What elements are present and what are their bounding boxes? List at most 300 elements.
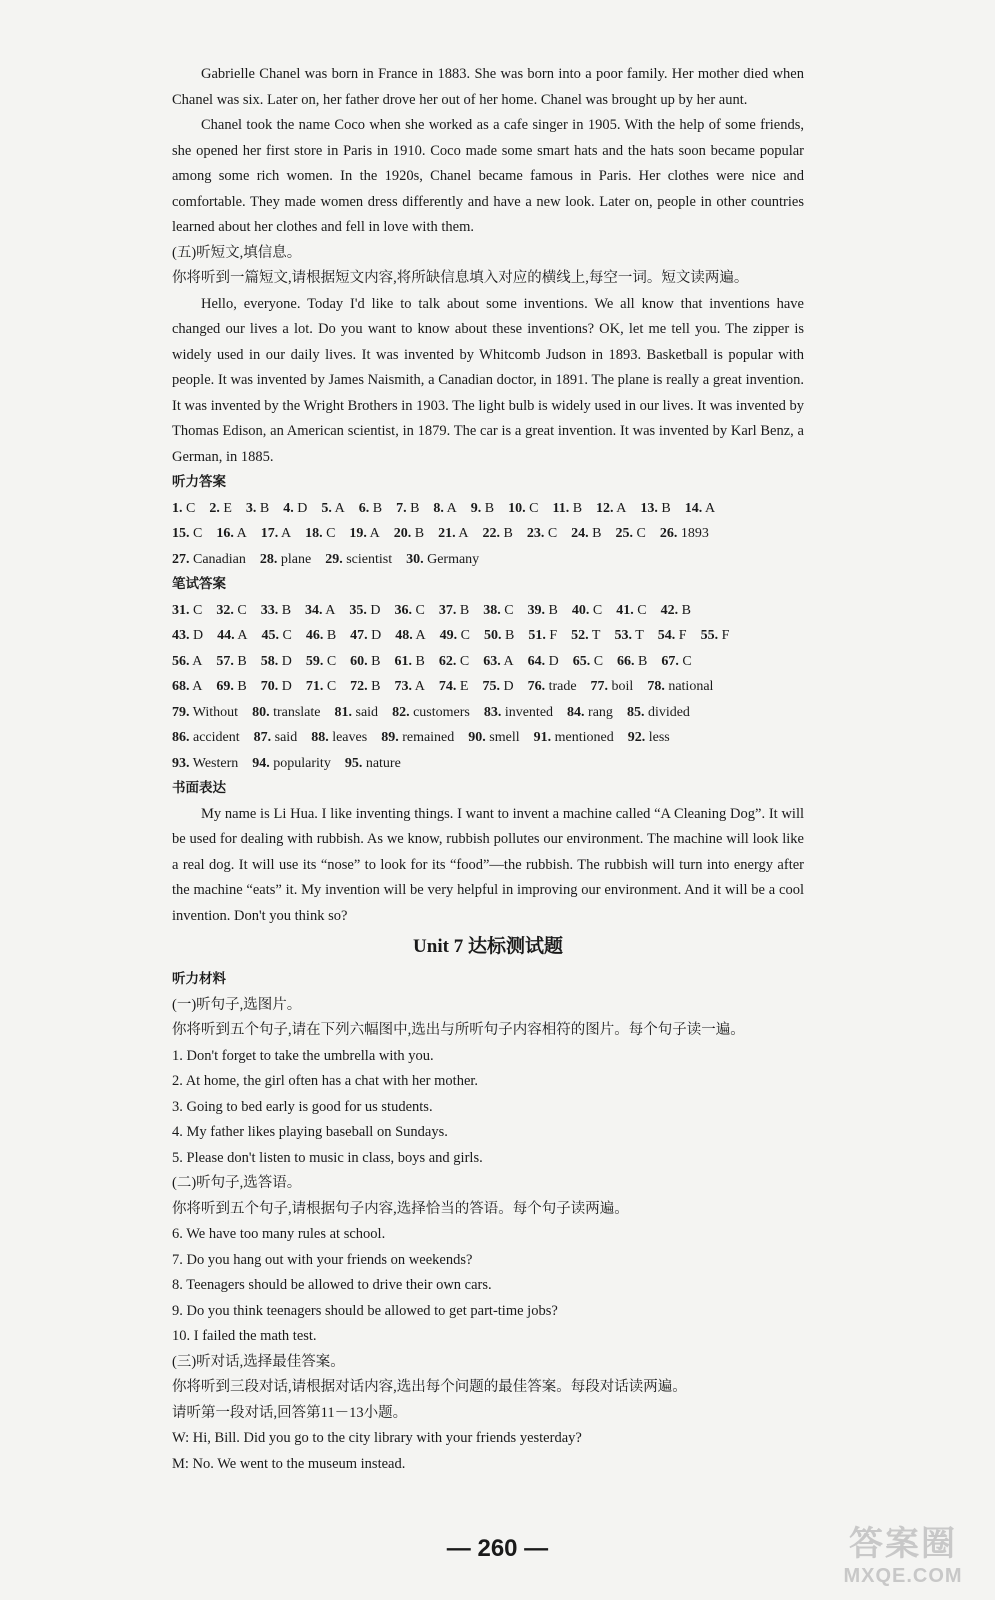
answer-number: 77. bbox=[590, 679, 609, 694]
answer-item bbox=[660, 526, 709, 541]
answer-value: A bbox=[334, 500, 345, 516]
answer-number: 45. bbox=[261, 628, 279, 643]
answer-item bbox=[254, 730, 298, 745]
answer-item bbox=[325, 552, 392, 567]
answer-value: rang bbox=[588, 704, 613, 720]
answer-item bbox=[216, 603, 246, 618]
answer-value: C bbox=[193, 602, 203, 618]
answer-value: C bbox=[237, 602, 247, 618]
answer-value: D bbox=[548, 653, 559, 669]
answer-item bbox=[528, 603, 558, 618]
answer-value: leaves bbox=[332, 730, 368, 745]
answer-value: C bbox=[637, 602, 647, 618]
answer-item bbox=[321, 501, 344, 516]
answer-number: 20. bbox=[393, 526, 412, 541]
answer-value: B bbox=[484, 500, 495, 516]
answer-item bbox=[433, 501, 456, 516]
answer-item bbox=[172, 603, 202, 618]
answer-item bbox=[439, 603, 469, 618]
answer-value: B bbox=[281, 602, 292, 618]
answer-item bbox=[349, 603, 380, 618]
answer-number: 34. bbox=[305, 602, 323, 618]
answer-item bbox=[616, 603, 646, 618]
answer-value: B bbox=[505, 628, 515, 643]
answer-item bbox=[311, 730, 367, 745]
answer-number: 30. bbox=[406, 551, 424, 567]
answer-item bbox=[596, 501, 626, 516]
answer-number: 80. bbox=[252, 704, 270, 720]
answer-row bbox=[172, 751, 804, 777]
answer-value: C bbox=[460, 628, 470, 643]
answer-value: Germany bbox=[427, 551, 480, 567]
answer-value: C bbox=[415, 602, 425, 618]
answer-row bbox=[172, 598, 804, 624]
answer-number: 73. bbox=[394, 679, 413, 694]
section-1-instruction: 你将听到五个句子,请在下列六幅图中,选出与所听句子内容相符的图片。每个句子读一遍。 bbox=[172, 1022, 745, 1038]
section-2-instruction: 你将听到五个句子,请根据句子内容,选择恰当的答语。每个句子读两遍。 bbox=[172, 1200, 629, 1217]
answer-value: A bbox=[458, 526, 469, 541]
answer-item bbox=[701, 628, 730, 643]
answer-row bbox=[172, 496, 804, 522]
answer-value: D bbox=[193, 628, 204, 643]
answer-number: 27. bbox=[172, 551, 190, 567]
answer-value: A bbox=[325, 602, 336, 618]
answer-number: 28. bbox=[259, 551, 278, 567]
answer-number: 84. bbox=[567, 704, 585, 720]
answer-number: 41. bbox=[616, 602, 634, 618]
sentence-item: 5. Please don't listen to music in class, boys and girls. bbox=[172, 1149, 483, 1166]
written-answers-heading: 笔试答案 bbox=[172, 576, 226, 592]
answer-item bbox=[350, 628, 381, 643]
answer-value: Western bbox=[192, 755, 239, 771]
answer-number: 16. bbox=[216, 526, 234, 541]
answer-value: C bbox=[326, 679, 337, 694]
answer-value: F bbox=[678, 628, 687, 643]
answer-number: 21. bbox=[438, 526, 456, 541]
answer-number: 85. bbox=[626, 704, 645, 720]
answer-row bbox=[172, 725, 804, 751]
answer-number: 94. bbox=[252, 755, 270, 771]
answer-item bbox=[395, 603, 425, 618]
answer-item bbox=[482, 679, 513, 694]
answer-item bbox=[283, 501, 307, 516]
answer-number: 92. bbox=[627, 730, 646, 745]
answer-item bbox=[528, 628, 557, 643]
answer-item bbox=[359, 501, 382, 516]
answer-value: A bbox=[192, 653, 203, 669]
answer-item bbox=[528, 654, 559, 669]
answer-item bbox=[572, 603, 602, 618]
section-1-title: (一)听句子,选图片。 bbox=[172, 996, 302, 1013]
sentence-item: 8. Teenagers should be allowed to drive their own cars. bbox=[172, 1277, 492, 1293]
answer-value: customers bbox=[413, 704, 470, 720]
answer-number: 47. bbox=[350, 628, 368, 643]
listening-answers bbox=[172, 496, 804, 573]
answer-item bbox=[260, 552, 311, 567]
answer-item bbox=[685, 501, 715, 516]
answer-number: 63. bbox=[483, 653, 501, 669]
answer-value: A bbox=[415, 628, 426, 643]
answer-item bbox=[528, 679, 577, 694]
answer-value: F bbox=[721, 628, 730, 643]
answer-item bbox=[345, 756, 401, 771]
answer-item bbox=[640, 501, 670, 516]
answer-number: 76. bbox=[527, 679, 546, 694]
answer-item bbox=[552, 501, 582, 516]
answer-value: D bbox=[503, 679, 514, 694]
answer-number: 7. bbox=[396, 500, 407, 516]
section-3-subinstruction: 请听第一段对话,回答第11－13小题。 bbox=[172, 1404, 408, 1421]
answer-item bbox=[172, 628, 203, 643]
answer-number: 29. bbox=[325, 551, 343, 567]
answer-value: A bbox=[503, 653, 514, 669]
answer-number: 23. bbox=[526, 526, 545, 541]
answer-item bbox=[394, 526, 424, 541]
answer-value: B bbox=[572, 500, 583, 516]
answer-number: 6. bbox=[358, 500, 370, 516]
page-number: — 260 — bbox=[446, 1535, 549, 1562]
answer-item bbox=[252, 756, 331, 771]
answer-number: 79. bbox=[172, 704, 190, 720]
answer-item bbox=[567, 705, 613, 720]
answer-item bbox=[349, 526, 379, 541]
answer-item bbox=[172, 705, 238, 720]
answer-value: Without bbox=[192, 704, 239, 720]
answer-number: 66. bbox=[617, 653, 635, 669]
answer-number: 18. bbox=[305, 526, 323, 541]
answer-value: C bbox=[529, 500, 539, 516]
answer-value: boil bbox=[611, 679, 634, 694]
answer-value: C bbox=[282, 628, 292, 643]
listening-material-heading: 听力材料 bbox=[172, 971, 226, 987]
answer-number: 19. bbox=[349, 526, 367, 541]
answer-number: 31. bbox=[172, 602, 190, 618]
answer-number: 13. bbox=[640, 500, 658, 516]
answer-number: 53. bbox=[614, 628, 632, 643]
answer-item bbox=[468, 730, 519, 745]
answer-number: 57. bbox=[216, 653, 234, 669]
answer-item bbox=[350, 654, 380, 669]
answer-item bbox=[216, 679, 246, 694]
section-2-title: (二)听句子,选答语。 bbox=[172, 1175, 302, 1191]
answer-value: national bbox=[668, 679, 714, 694]
answer-item bbox=[305, 526, 335, 541]
answer-number: 90. bbox=[468, 730, 486, 745]
answer-value: B bbox=[638, 653, 648, 669]
answer-value: B bbox=[326, 628, 337, 643]
sentence-item: 6. We have too many rules at school. bbox=[172, 1226, 386, 1242]
answer-value: E bbox=[459, 679, 469, 694]
answer-item bbox=[627, 705, 690, 720]
answer-number: 15. bbox=[172, 526, 190, 541]
answer-number: 26. bbox=[659, 526, 678, 541]
answer-number: 32. bbox=[216, 602, 234, 618]
answer-number: 83. bbox=[483, 704, 502, 720]
answer-item bbox=[484, 628, 514, 643]
answer-row bbox=[172, 623, 804, 649]
listening-answers-heading: 听力答案 bbox=[172, 474, 226, 490]
answer-item bbox=[617, 654, 647, 669]
answer-value: D bbox=[297, 500, 308, 516]
answer-value: 1893 bbox=[680, 526, 709, 541]
answer-value: C bbox=[193, 526, 203, 541]
answer-row bbox=[172, 649, 804, 675]
answer-value: B bbox=[371, 653, 381, 669]
answer-row bbox=[172, 700, 804, 726]
answer-number: 46. bbox=[305, 628, 324, 643]
answer-item bbox=[261, 679, 292, 694]
answer-value: D bbox=[281, 679, 292, 694]
answer-value: accident bbox=[193, 730, 240, 745]
answer-item bbox=[217, 628, 247, 643]
answer-value: C bbox=[636, 526, 646, 541]
page-content bbox=[172, 62, 804, 1477]
answer-item bbox=[395, 654, 425, 669]
answer-item bbox=[335, 705, 379, 720]
sentence-item: 9. Do you think teenagers should be allowed to get part-time jobs? bbox=[172, 1302, 558, 1319]
sentence-item: 3. Going to bed early is good for us students. bbox=[172, 1098, 433, 1115]
answer-value: C bbox=[682, 653, 692, 669]
answer-value: B bbox=[503, 526, 513, 541]
answer-item bbox=[172, 654, 202, 669]
answer-number: 55. bbox=[700, 628, 719, 643]
answer-number: 2. bbox=[209, 500, 220, 516]
answer-number: 8. bbox=[433, 500, 444, 516]
answer-number: 37. bbox=[438, 602, 457, 618]
answer-item bbox=[406, 552, 479, 567]
answer-value: D bbox=[281, 653, 292, 669]
answer-item bbox=[482, 526, 512, 541]
answer-item bbox=[483, 603, 513, 618]
answer-item bbox=[571, 526, 601, 541]
answer-value: B bbox=[661, 500, 671, 516]
answer-value: trade bbox=[548, 679, 577, 694]
answer-number: 36. bbox=[394, 602, 413, 618]
answer-number: 51. bbox=[528, 628, 546, 643]
answer-number: 10. bbox=[508, 500, 526, 516]
answer-number: 87. bbox=[253, 730, 272, 745]
answer-value: A bbox=[280, 526, 292, 541]
answer-number: 69. bbox=[216, 679, 234, 694]
answer-number: 33. bbox=[260, 602, 279, 618]
answer-number: 65. bbox=[572, 653, 591, 669]
answer-number: 88. bbox=[311, 730, 329, 745]
answer-item bbox=[261, 526, 291, 541]
answer-number: 38. bbox=[483, 602, 501, 618]
answer-value: B bbox=[592, 526, 602, 541]
answer-number: 58. bbox=[260, 653, 279, 669]
dialog-line: W: Hi, Bill. Did you go to the city library with your friends yesterday? bbox=[172, 1430, 582, 1446]
watermark-logo bbox=[833, 1516, 973, 1588]
answer-item bbox=[261, 654, 292, 669]
answer-value: B bbox=[459, 602, 470, 618]
answer-number: 14. bbox=[684, 500, 703, 516]
section-5-instruction: 你将听到一篇短文,请根据短文内容,将所缺信息填入对应的横线上,每空一词。短文读两遍。 bbox=[172, 270, 749, 286]
section-5-title: (五)听短文,填信息。 bbox=[172, 244, 302, 261]
answer-item bbox=[172, 501, 195, 516]
chanel-paragraph-1: Gabrielle Chanel was born in France in 1883. She was born into a poor family. Her mother died when Chanel was six. Later on, her father drove her out of her home. Chanel was brought up by her aunt. bbox=[172, 66, 804, 108]
answer-number: 74. bbox=[438, 679, 457, 694]
inventions-paragraph: Hello, everyone. Today I'd like to talk about some inventions. We all know that inventions have changed our lives a lot. Do you want to know about these inventions? OK, let me tell you. The zipper is widely used in our daily lives. It was invented by Whitcomb Judson in 1893. Basketball is popular with people. It was invented by James Naismith, a Canadian doctor, in 1891. The plane is really a great invention. It was invented by the Wright Brothers in 1903. The light bulb is widely used in our lives. It was invented by Thomas Edison, an American scientist, in 1879. The car is a great invention. It was invented by Karl Benz, a German, in 1885. bbox=[172, 295, 804, 465]
answer-number: 89. bbox=[381, 730, 399, 745]
sentence-item: 10. I failed the math test. bbox=[172, 1328, 317, 1344]
sentence-item: 4. My father likes playing baseball on Sundays. bbox=[172, 1124, 448, 1140]
answer-value: translate bbox=[273, 704, 321, 720]
section-3-instruction: 你将听到三段对话,请根据对话内容,选出每个问题的最佳答案。每段对话读两遍。 bbox=[172, 1379, 687, 1395]
answer-value: C bbox=[547, 526, 558, 541]
answer-number: 39. bbox=[527, 602, 546, 618]
answer-item bbox=[573, 654, 603, 669]
answer-value: A bbox=[369, 526, 380, 541]
answer-item bbox=[306, 628, 336, 643]
sentence-item: 1. Don't forget to take the umbrella with you. bbox=[172, 1047, 434, 1064]
answer-item bbox=[661, 654, 691, 669]
answer-number: 82. bbox=[392, 704, 410, 720]
answer-value: said bbox=[274, 730, 298, 745]
writing-sample-paragraph: My name is Li Hua. I like inventing things. I want to invent a machine called “A Cleaning Dog”. It will be used for dealing with rubbish. As we know, rubbish pollutes our environment. The machine will look like a real dog. It will use its “nose” to look for its “food”—the rubbish. The rubbish will turn into energy after the machine “eats” it. My invention will be very helpful in improving our environment. And it will be a cool invention. Don't you think so? bbox=[172, 805, 804, 924]
answer-item bbox=[261, 603, 291, 618]
answer-item bbox=[392, 705, 470, 720]
answer-item bbox=[306, 654, 336, 669]
answer-number: 56. bbox=[172, 653, 190, 669]
answer-number: 54. bbox=[657, 628, 676, 643]
answer-number: 93. bbox=[172, 755, 190, 771]
answer-number: 49. bbox=[439, 628, 458, 643]
answer-number: 22. bbox=[482, 526, 500, 541]
sentence-item: 2. At home, the girl often has a chat with her mother. bbox=[172, 1073, 479, 1089]
answer-item bbox=[439, 654, 469, 669]
answer-value: T bbox=[635, 628, 644, 643]
watermark-text-cn: 答案圈 bbox=[849, 1525, 957, 1563]
answer-value: plane bbox=[280, 551, 312, 567]
answer-number: 81. bbox=[334, 704, 352, 720]
answer-number: 5. bbox=[321, 500, 332, 516]
answer-value: A bbox=[236, 526, 247, 541]
answer-value: B bbox=[415, 653, 425, 669]
answer-number: 64. bbox=[527, 653, 546, 669]
section-3-title: (三)听对话,选择最佳答案。 bbox=[172, 1353, 345, 1370]
answer-item bbox=[508, 501, 538, 516]
answer-item bbox=[172, 756, 238, 771]
answer-value: C bbox=[593, 653, 604, 669]
writing-heading: 书面表达 bbox=[172, 780, 226, 796]
answer-value: B bbox=[414, 526, 425, 541]
answer-value: A bbox=[704, 500, 716, 516]
answer-number: 48. bbox=[395, 628, 413, 643]
answer-item bbox=[381, 730, 454, 745]
answer-item bbox=[172, 730, 240, 745]
answer-value: B bbox=[548, 602, 558, 618]
unit-title: Unit 7 达标测试题 bbox=[413, 936, 563, 957]
answer-value: D bbox=[370, 602, 381, 618]
answer-item bbox=[440, 628, 470, 643]
answer-value: A bbox=[446, 500, 457, 516]
answer-item bbox=[395, 628, 425, 643]
answer-item bbox=[209, 501, 232, 516]
answer-item bbox=[261, 628, 291, 643]
answer-item bbox=[534, 730, 614, 745]
answer-value: B bbox=[371, 679, 381, 694]
answer-item bbox=[527, 526, 557, 541]
answer-item bbox=[484, 705, 553, 720]
answer-value: nature bbox=[365, 755, 401, 771]
answer-value: C bbox=[459, 653, 470, 669]
answer-number: 50. bbox=[484, 628, 502, 643]
answer-value: C bbox=[326, 526, 336, 541]
answer-number: 3. bbox=[245, 500, 257, 516]
answer-value: C bbox=[186, 500, 196, 516]
answer-number: 43. bbox=[172, 628, 190, 643]
answer-value: less bbox=[648, 730, 670, 745]
answer-value: remained bbox=[402, 730, 455, 745]
answer-item bbox=[246, 501, 269, 516]
answer-value: T bbox=[591, 628, 601, 643]
answer-item bbox=[395, 679, 425, 694]
answer-number: 60. bbox=[350, 653, 368, 669]
answer-item bbox=[172, 679, 202, 694]
answer-item bbox=[350, 679, 380, 694]
answer-value: C bbox=[326, 653, 337, 669]
answer-number: 25. bbox=[615, 526, 633, 541]
answer-number: 4. bbox=[283, 500, 294, 516]
answer-number: 40. bbox=[571, 602, 590, 618]
answer-number: 61. bbox=[394, 653, 413, 669]
answer-item bbox=[172, 526, 202, 541]
answer-value: divided bbox=[647, 704, 690, 720]
answer-value: F bbox=[549, 628, 558, 643]
answer-item bbox=[438, 526, 468, 541]
answer-number: 75. bbox=[482, 679, 500, 694]
watermark-text-en: MXQE.COM bbox=[843, 1565, 963, 1587]
answer-value: B bbox=[681, 602, 691, 618]
answer-number: 11. bbox=[552, 500, 570, 516]
answer-number: 17. bbox=[260, 526, 279, 541]
answer-value: said bbox=[355, 704, 379, 720]
answer-value: A bbox=[616, 500, 627, 516]
answer-value: C bbox=[504, 602, 514, 618]
answer-number: 62. bbox=[438, 653, 457, 669]
answer-number: 71. bbox=[305, 679, 324, 694]
answer-row bbox=[172, 674, 804, 700]
answer-number: 1. bbox=[172, 500, 183, 516]
answer-number: 12. bbox=[596, 500, 614, 516]
answer-item bbox=[305, 603, 335, 618]
answer-number: 59. bbox=[305, 653, 324, 669]
answer-item bbox=[647, 679, 713, 694]
answer-item bbox=[306, 679, 336, 694]
answer-number: 42. bbox=[660, 602, 679, 618]
answer-value: smell bbox=[489, 730, 520, 745]
answer-value: B bbox=[237, 653, 247, 669]
sentence-item: 7. Do you hang out with your friends on weekends? bbox=[172, 1251, 473, 1268]
answer-value: popularity bbox=[273, 755, 331, 771]
answer-value: B bbox=[410, 500, 420, 516]
written-answers bbox=[172, 598, 804, 777]
answer-item bbox=[172, 552, 246, 567]
answer-value: A bbox=[192, 679, 203, 694]
answer-value: invented bbox=[504, 704, 554, 720]
answer-number: 68. bbox=[172, 679, 190, 694]
chanel-paragraph-2: Chanel took the name Coco when she worked as a cafe singer in 1905. With the help of some friends, she opened her first store in Paris in 1910. Coco made some smart hats and the hats soon became popular among some rich women. In the 1920s, Chanel became famous in Paris. Her clothes were nice and comfortable. They made women dress differently and have a new look. Later on, people in other countries learned about her clothes and fell in love with them. bbox=[172, 117, 804, 235]
answer-item bbox=[571, 628, 600, 643]
answer-item bbox=[471, 501, 494, 516]
answer-value: B bbox=[259, 500, 270, 516]
answer-value: D bbox=[371, 628, 382, 643]
answer-item bbox=[591, 679, 634, 694]
answer-value: A bbox=[237, 628, 248, 643]
answer-number: 78. bbox=[647, 679, 665, 694]
answer-row bbox=[172, 547, 804, 573]
